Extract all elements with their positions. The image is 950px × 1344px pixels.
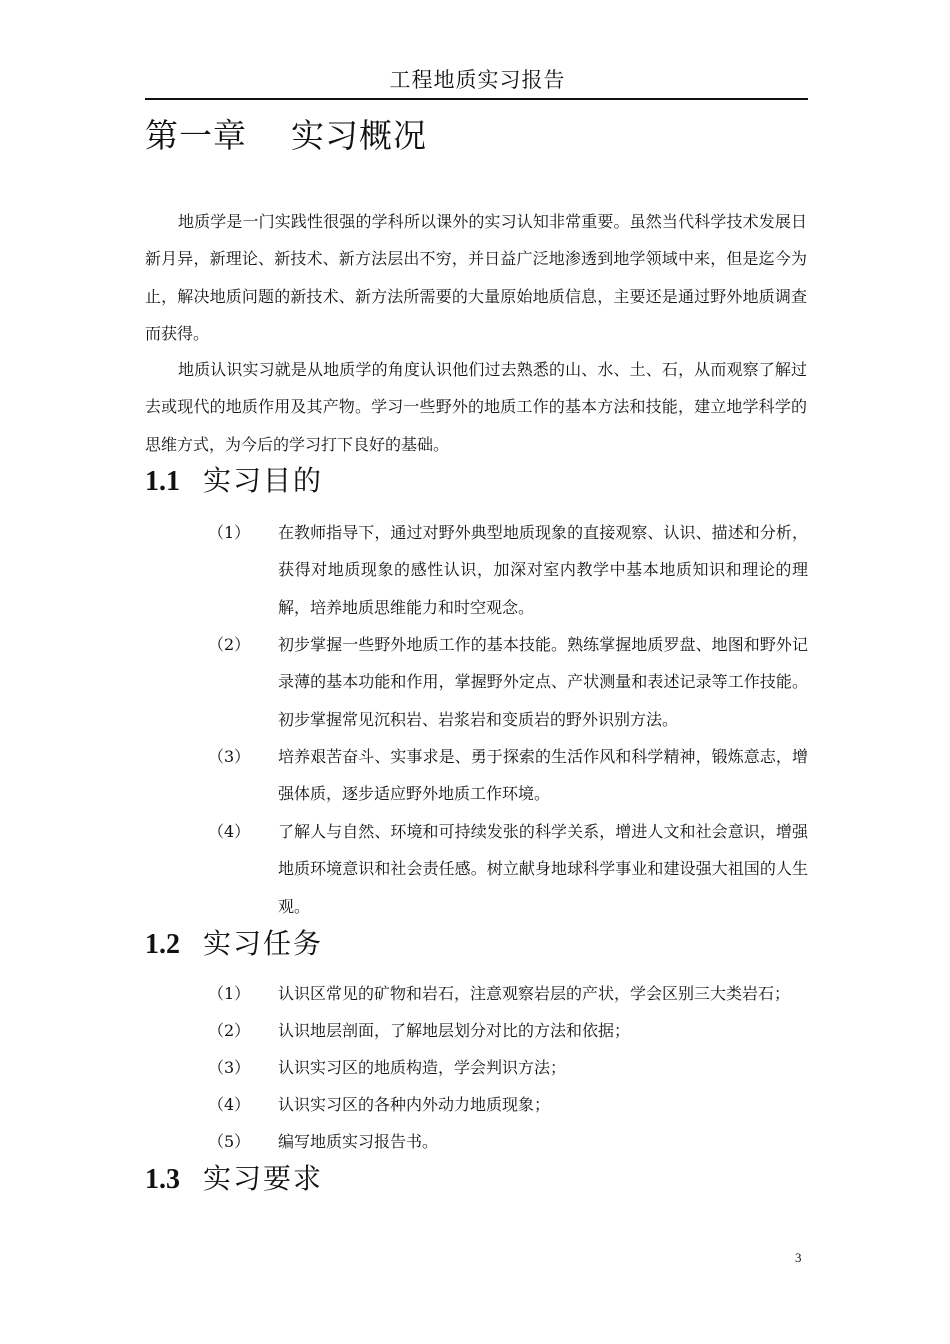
list-item-marker: （3） (208, 747, 251, 766)
section-number: 1.1 (145, 466, 180, 497)
list-item-text: 认识实习区的各种内外动力地质现象； (278, 1095, 551, 1114)
list-item-marker: （4） (208, 822, 251, 841)
list-item-marker: （1） (208, 523, 251, 542)
chapter-number: 第一章 (145, 116, 247, 155)
chapter-heading (145, 110, 427, 157)
section-heading-1-1 (145, 459, 323, 499)
section-number: 1.2 (145, 929, 180, 960)
list-item-text: 认识区常见的矿物和岩石，注意观察岩层的产状，学会区别三大类岩石； (278, 984, 791, 1003)
section-title: 实习目的 (203, 464, 324, 497)
header-divider (145, 98, 808, 100)
section-number: 1.3 (145, 1164, 180, 1195)
section-heading-1-2 (145, 922, 323, 962)
section-title: 实习任务 (203, 927, 324, 960)
list-item-marker: （2） (208, 1021, 251, 1040)
section-title: 实习要求 (203, 1162, 324, 1195)
list-item-text: 培养艰苦奋斗、实事求是、勇于探索的生活作风和科学精神，锻炼意志，增强体质，逐步适应野外地质工作环境。 (278, 747, 808, 804)
list-item-marker: （1） (208, 984, 251, 1003)
list-item-text: 在教师指导下，通过对野外典型地质现象的直接观察、认识、描述和分析，获得对地质现象的感性认识，加深对室内教学中基本地质知识和理论的理解，培养地质思维能力和时空观念。 (278, 523, 808, 617)
page-header-title: 工程地质实习报告 (389, 68, 566, 92)
list-item-marker: （2） (208, 635, 251, 654)
list-item-text: 编写地质实习报告书。 (278, 1132, 439, 1151)
list-item-text: 了解人与自然、环境和可持续发张的科学关系，增进人文和社会意识，增强地质环境意识和社会责任感。树立献身地球科学事业和建设强大祖国的人生观。 (278, 822, 808, 916)
intro-paragraph-2: 地质认识实习就是从地质学的角度认识他们过去熟悉的山、水、土、石，从而观察了解过去或现代的地质作用及其产物。学习一些野外的地质工作的基本方法和技能，建立地学科学的思维方式，为今后的学习打下良好的基础。 (145, 360, 807, 454)
page-number: 3 (795, 1250, 802, 1265)
list-item-marker: （5） (208, 1132, 251, 1151)
section-heading-1-3 (145, 1157, 323, 1197)
list-item-text: 认识地层剖面，了解地层划分对比的方法和依据； (278, 1021, 631, 1040)
list-item-marker: （4） (208, 1095, 251, 1114)
chapter-title: 实习概况 (291, 116, 427, 155)
list-item-text: 认识实习区的地质构造，学会判识方法； (278, 1058, 567, 1077)
intro-paragraph-1: 地质学是一门实践性很强的学科所以课外的实习认知非常重要。虽然当代科学技术发展日新月异，新理论、新技术、新方法层出不穷，并日益广泛地渗透到地学领域中来，但是迄今为止，解决地质问题的新技术、新方法所需要的大量原始地质信息，主要还是通过野外地质调查而获得。 (145, 212, 807, 343)
list-item-text: 初步掌握一些野外地质工作的基本技能。熟练掌握地质罗盘、地图和野外记录薄的基本功能和作用，掌握野外定点、产状测量和表述记录等工作技能。初步掌握常见沉积岩、岩浆岩和变质岩的野外识别方法。 (278, 635, 808, 729)
list-item-marker: （3） (208, 1058, 251, 1077)
